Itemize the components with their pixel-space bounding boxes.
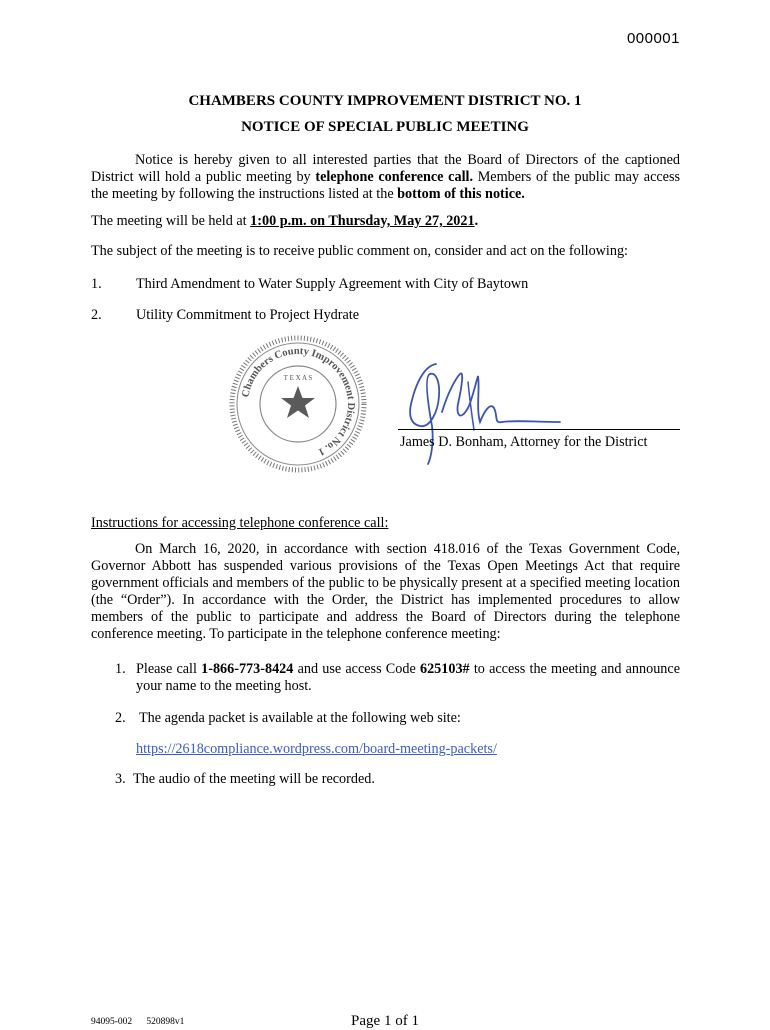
notice-text-part1: Notice is hereby given to all interested parties that the Board of Directors of the captioned District will hold a public meeting by <box>91 152 680 185</box>
signature-caption: James D. Bonham, Attorney for the District <box>400 434 648 450</box>
notice-bold-bottom: bottom of this notice. <box>397 186 525 202</box>
page-number: Page 1 of 1 <box>351 1013 419 1029</box>
document-number: 000001 <box>626 30 680 47</box>
signature <box>398 352 568 472</box>
instruction-step-number: 3. <box>115 771 126 787</box>
step1-pre: Please call <box>136 661 202 677</box>
agenda-item-text: Third Amendment to Water Supply Agreement with City of Baytown <box>136 276 529 292</box>
star-icon <box>281 386 315 418</box>
step1-mid: and use access Code <box>293 661 420 677</box>
meeting-time-line <box>91 213 680 230</box>
step1-post: to access the meeting and announce your name to the meeting host. <box>136 661 680 694</box>
instruction-step-number: 1. <box>115 661 126 677</box>
agenda-item-text: Utility Commitment to Project Hydrate <box>136 307 360 323</box>
agenda-item-number: 1. <box>91 276 102 292</box>
seal-center-text: T E X A S <box>283 374 313 382</box>
instructions-body: On March 16, 2020, in accordance with section 418.016 of the Texas Government Code, Governor Abbott has suspended various provisions of the Texas Open Meetings Act that require government officials and members of the public to be physically present at a specified meeting location (the “Order”). In accordance with the Order, the District has implemented procedures to allow members of the public to participate and address the Board of Directors during the telephone conference meeting. To participate in the telephone conference meeting: <box>91 541 680 642</box>
instruction-step-text <box>136 661 680 695</box>
instruction-step <box>115 661 680 695</box>
signature-line <box>398 429 680 430</box>
subject-intro: The subject of the meeting is to receive public comment on, consider and act on the following: <box>91 243 628 259</box>
seal-ring-text: Chambers County Improvement District No. 1 <box>240 345 357 458</box>
district-seal <box>228 334 368 474</box>
notice-paragraph <box>91 152 680 203</box>
agenda-item <box>91 276 680 294</box>
instructions-heading-text: Instructions for accessing telephone conference call: <box>91 515 389 531</box>
instruction-step-text: The agenda packet is available at the following web site: <box>139 710 461 726</box>
agenda-item-number: 2. <box>91 307 102 323</box>
meeting-time-value: 1:00 p.m. on Thursday, May 27, 2021 <box>250 213 475 229</box>
notice-text-part2: Members of the public may access the meeting by following the instructions listed at the <box>91 169 680 202</box>
instruction-step-text: The audio of the meeting will be recorded. <box>133 771 375 787</box>
district-title: CHAMBERS COUNTY IMPROVEMENT DISTRICT NO. 1 <box>188 93 582 109</box>
meeting-time-prefix: The meeting will be held at <box>91 213 251 229</box>
notice-title: NOTICE OF SPECIAL PUBLIC MEETING <box>241 119 529 135</box>
agenda-packet-link[interactable]: https://2618compliance.wordpress.com/board-meeting-packets/ <box>136 741 497 757</box>
signature-stroke-bonham <box>442 373 560 422</box>
meeting-time-suffix: . <box>474 213 479 229</box>
instructions-heading <box>91 515 680 532</box>
agenda-item <box>91 307 680 325</box>
footer-document-id: 94095-002 520898v1 <box>91 1017 185 1027</box>
access-code: 625103# <box>419 661 470 677</box>
phone-number: 1-866-773-8424 <box>201 661 294 677</box>
notice-bold-conference: telephone conference call. <box>315 169 473 185</box>
instruction-step-number: 2. <box>115 710 126 726</box>
